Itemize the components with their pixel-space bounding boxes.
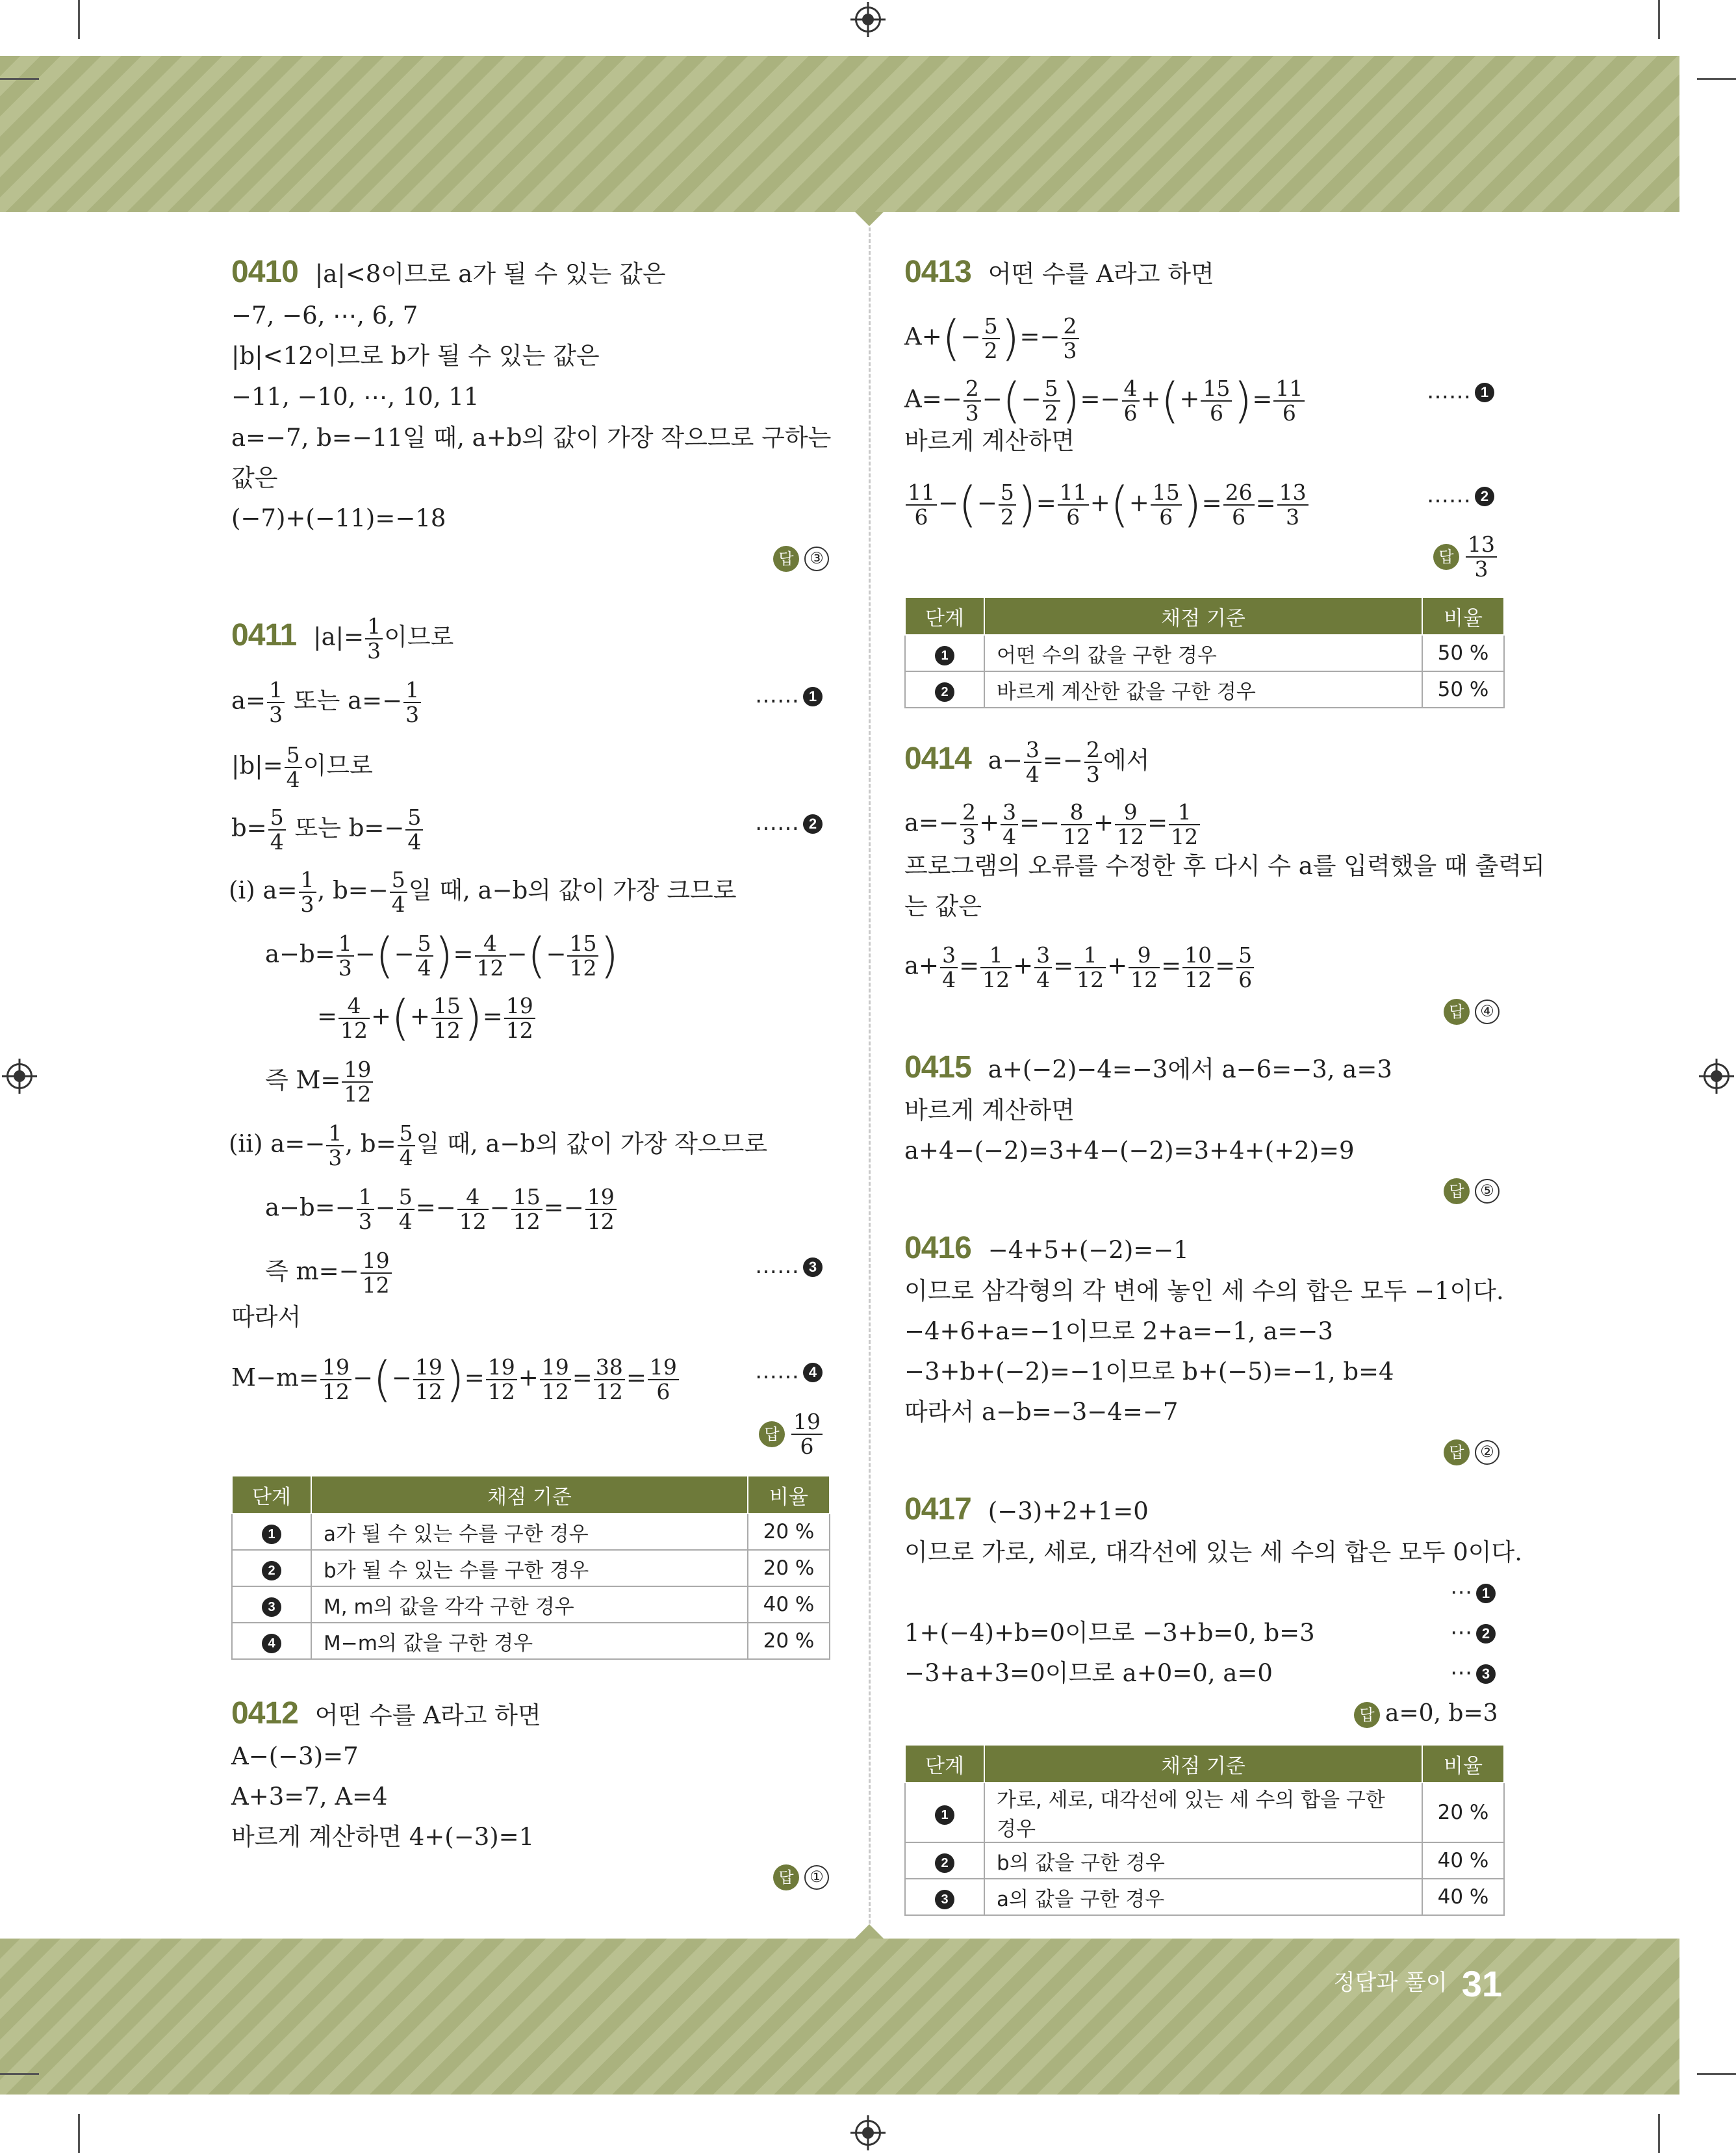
- header-notch: [855, 212, 884, 226]
- step-marker: …… 2: [1427, 482, 1494, 508]
- crop-mark: [78, 0, 80, 39]
- solution-line: A=− $\frac{2}{3}$ −(− $\frac{5}{2}$ )=− $\frac{4}{6}$ +(+ $\frac{15}{6}$ )= $\frac{11}{6}$: [904, 377, 1306, 425]
- solution-line: |a|<8이므로 a가 될 수 있는 값은: [314, 260, 666, 288]
- step-marker: ⋯ 1: [1450, 1579, 1496, 1605]
- crop-mark: [1697, 78, 1736, 80]
- solution-line: = $\frac{4}{12}$ +(+ $\frac{15}{12}$ )= $\frac{19}{12}$: [317, 994, 537, 1042]
- solution-line: 프로그램의 오류를 수정한 후 다시 수 a를 입력했을 때 출력되: [904, 852, 1545, 880]
- solution-line: M−m= $\frac{19}{12}$ −(− $\frac{19}{12}$ )= $\frac{19}{12}$ + $\frac{19}{12}$ = $\frac{38}{12}$ = $\frac{19}{6}$: [231, 1356, 680, 1404]
- page-number: 31: [1461, 1963, 1502, 2004]
- solution-line: −3+b+(−2)=−1이므로 b+(−5)=−1, b=4: [904, 1358, 1394, 1386]
- solution-line: b= $\frac{5}{4}$ 또는 b=− $\frac{5}{4}$: [231, 806, 424, 854]
- solution-line: −3+a+3=0이므로 a+0=0, a=0: [904, 1659, 1273, 1687]
- solution-line: a−b= $\frac{1}{3}$ −(− $\frac{5}{4}$ )= $\frac{4}{12}$ −(− $\frac{15}{12}$ ): [265, 928, 619, 984]
- solution-line: 따라서: [231, 1303, 301, 1331]
- step-marker: ⋯ 2: [1450, 1619, 1496, 1645]
- footer-band: [0, 1939, 1679, 2095]
- solution-line: A+(− $\frac{5}{2}$ )=− $\frac{2}{3}$: [904, 315, 1080, 363]
- step-marker: ⋯ 3: [1450, 1660, 1496, 1686]
- answer: 답 ③: [773, 544, 829, 572]
- answer: 답 ④: [1444, 997, 1500, 1025]
- crop-mark: [1697, 2073, 1736, 2075]
- solution-line: (ⅱ) a=− $\frac{1}{3}$ , b= $\frac{5}{4}$ 일 때, a−b의 값이 가장 작으므로: [229, 1120, 768, 1170]
- column-divider: [869, 227, 871, 1924]
- problem-number: 0415: [904, 1050, 971, 1085]
- crop-mark: [78, 2114, 80, 2153]
- step-marker: …… 3: [755, 1253, 823, 1279]
- solution-line: 는 값은: [904, 892, 982, 920]
- step-marker: …… 4: [755, 1358, 823, 1384]
- solution-line: −7, −6, ⋯, 6, 7: [231, 302, 418, 329]
- problem-number: 0411: [231, 617, 297, 652]
- solution-line: A+3=7, A=4: [231, 1783, 388, 1811]
- crop-mark: [0, 78, 39, 80]
- solution-line: |b|<12이므로 b가 될 수 있는 값은: [231, 342, 600, 370]
- solution-line: a−b=− $\frac{1}{3}$ − $\frac{5}{4}$ =− $\frac{4}{12}$ − $\frac{15}{12}$ =− $\frac{19}{12}$: [265, 1185, 618, 1233]
- solution-line: 즉 M= $\frac{19}{12}$: [265, 1058, 374, 1106]
- solution-line: 이므로 삼각형의 각 변에 놓인 세 수의 합은 모두 −1이다.: [904, 1277, 1504, 1305]
- solution-line: −11, −10, ⋯, 10, 11: [231, 383, 479, 411]
- problem-number: 0410: [231, 255, 298, 289]
- grading-table: 단계 채점 기준 비율 1 가로, 세로, 대각선에 있는 세 수의 합을 구한 경우 20 % 2 b의 값을 구한 경우 40 % 3 a의 값을 구한 경우 40 %: [904, 1744, 1505, 1916]
- problem-number: 0412: [231, 1696, 298, 1731]
- solution-line: 1+(−4)+b=0이므로 −3+b=0, b=3: [904, 1619, 1315, 1647]
- solution-line: a=−7, b=−11일 때, a+b의 값이 가장 작으므로 구하는: [231, 424, 832, 452]
- solution-line: 어떤 수를 A라고 하면: [314, 1701, 541, 1729]
- header-band: [0, 56, 1679, 212]
- solution-line: (ⅰ) a= $\frac{1}{3}$ , b=− $\frac{5}{4}$ 일 때, a−b의 값이 가장 크므로: [229, 867, 737, 917]
- answer: 답 ②: [1444, 1437, 1500, 1465]
- solution-line: $\frac{11}{6}$ −(− $\frac{5}{2}$ )= $\frac{11}{6}$ +(+ $\frac{15}{6}$ )= $\frac{26}{6}$ = $\frac{13}{3}$: [904, 481, 1310, 529]
- solution-line: 값은: [231, 464, 278, 492]
- answer: 답 $\frac{13}{3}$: [1433, 533, 1498, 581]
- answer: 답 $\frac{19}{6}$: [759, 1410, 824, 1458]
- registration-mark-icon: [855, 2120, 881, 2146]
- solution-line: a+4−(−2)=3+4−(−2)=3+4+(+2)=9: [904, 1137, 1355, 1165]
- crop-mark: [0, 2073, 39, 2075]
- page-footer: [1334, 1963, 1502, 2005]
- solution-line: 바르게 계산하면 4+(−3)=1: [231, 1823, 535, 1851]
- problem-number: 0416: [904, 1231, 971, 1265]
- solution-line: 바르게 계산하면: [904, 427, 1075, 455]
- solution-line: A−(−3)=7: [231, 1742, 359, 1770]
- registration-mark-icon: [1704, 1063, 1730, 1089]
- solution-line: 즉 m=− $\frac{19}{12}$: [265, 1249, 393, 1297]
- solution-line: 바르게 계산하면: [904, 1096, 1075, 1124]
- crop-mark: [1658, 0, 1660, 39]
- solution-line: a=− $\frac{2}{3}$ + $\frac{3}{4}$ =− $\frac{8}{12}$ + $\frac{9}{12}$ = $\frac{1}{12}$: [904, 801, 1201, 849]
- solution-line: 따라서 a−b=−3−4=−7: [904, 1398, 1179, 1426]
- solution-line: 이므로 가로, 세로, 대각선에 있는 세 수의 합은 모두 0이다.: [904, 1538, 1522, 1566]
- solution-line: (−7)+(−11)=−18: [231, 504, 446, 532]
- solution-line: a= $\frac{1}{3}$ 또는 a=− $\frac{1}{3}$: [231, 678, 422, 727]
- problem-number: 0414: [904, 741, 971, 776]
- crop-mark: [1658, 2114, 1660, 2153]
- answer: 답 ⑤: [1444, 1176, 1500, 1204]
- answer: 답 ①: [773, 1863, 829, 1890]
- solution-line: 어떤 수를 A라고 하면: [988, 260, 1214, 288]
- registration-mark-icon: [855, 6, 881, 32]
- problem-number: 0417: [904, 1492, 971, 1527]
- grading-table: 단계 채점 기준 비율 1 a가 될 수 있는 수를 구한 경우 20 % 2 b가 될 수 있는 수를 구한 경우 20 % 3 M, m의 값을 각각 구한 경우 40 % 4 M−m의 값을 구한 경우 20 %: [231, 1475, 830, 1660]
- registration-mark-icon: [6, 1063, 32, 1089]
- section-title: 정답과 풀이: [1333, 1970, 1448, 1996]
- footer-notch: [855, 1924, 884, 1939]
- solution-line: −4+6+a=−1이므로 2+a=−1, a=−3: [904, 1317, 1333, 1345]
- step-marker: …… 1: [1427, 378, 1494, 404]
- answer: 답 a=0, b=3: [1354, 1700, 1498, 1728]
- step-marker: …… 2: [755, 810, 823, 836]
- problem-number: 0413: [904, 255, 971, 289]
- grading-table: 단계 채점 기준 비율 1 어떤 수의 값을 구한 경우 50 % 2 바르게 계산한 값을 구한 경우 50 %: [904, 597, 1505, 708]
- solution-line: (−3)+2+1=0: [988, 1497, 1149, 1525]
- solution-line: a+(−2)−4=−3에서 a−6=−3, a=3: [988, 1055, 1392, 1083]
- solution-line: −4+5+(−2)=−1: [988, 1236, 1189, 1264]
- step-marker: …… 1: [755, 682, 823, 708]
- solution-line: |b|= $\frac{5}{4}$ 이므로: [231, 742, 373, 792]
- solution-line: a+ $\frac{3}{4}$ = $\frac{1}{12}$ + $\frac{3}{4}$ = $\frac{1}{12}$ + $\frac{9}{12}$ = $\frac{10}{12}$ = $\frac{5}{6}$: [904, 944, 1255, 992]
